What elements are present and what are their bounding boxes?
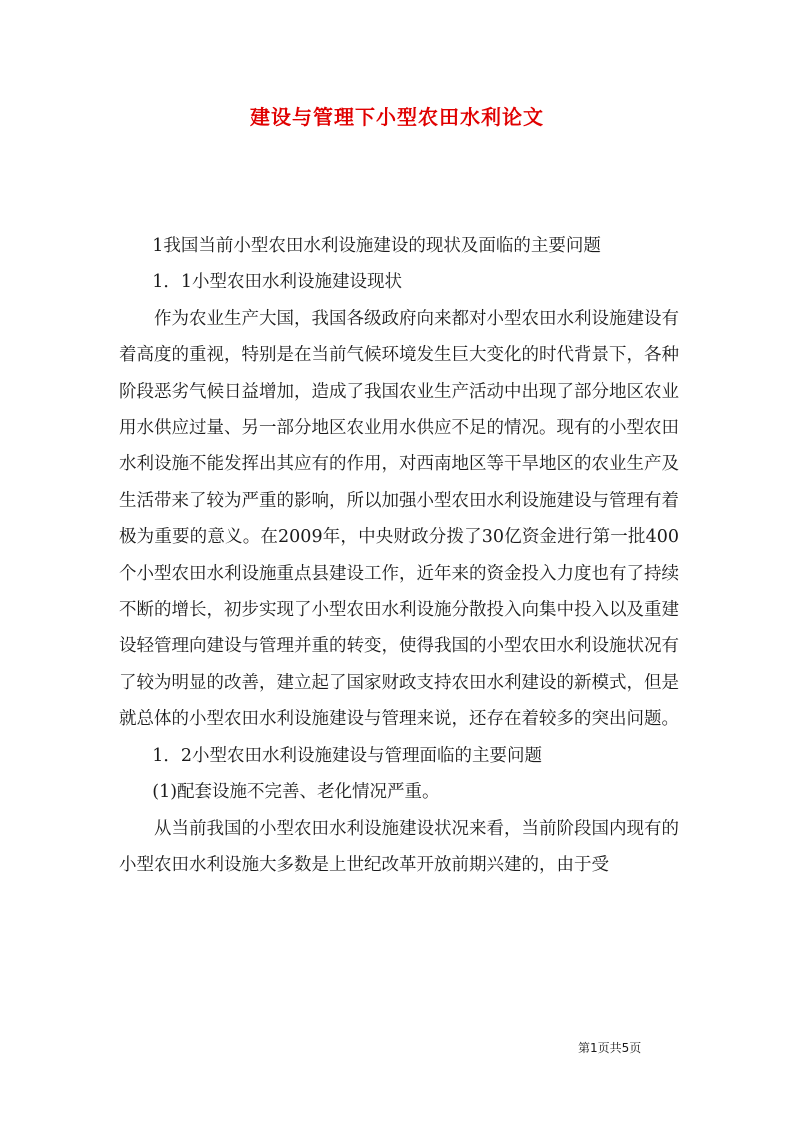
- list-item: (1)配套设施不完善、老化情况严重。: [152, 782, 440, 803]
- subsection-heading: 1．1小型农田水利设施建设现状: [152, 272, 403, 293]
- document-title: 建设与管理下小型农田水利论文: [250, 105, 544, 129]
- subsection-heading: 1．2小型农田水利设施建设与管理面临的主要问题: [152, 745, 543, 766]
- section-heading: 1我国当前小型农田水利设施建设的现状及面临的主要问题: [152, 236, 601, 256]
- body-paragraph: 从当前我国的小型农田水利设施建设状况来看，当前阶段国内现有的小型农田水利设施大多数是上世纪改革开放前期兴建的，由于受: [119, 818, 679, 875]
- page-number: 第1页共5页: [578, 1041, 642, 1055]
- document-body: [119, 228, 679, 883]
- body-paragraph: 作为农业生产大国，我国各级政府向来都对小型农田水利设施建设有着高度的重视，特别是在当前气候环境发生巨大变化的时代背景下，各种阶段恶劣气候日益增加，造成了我国农业生产活动中出现了部分地区农业用水供应过量、另一部分地区农业用水供应不足的情况。现有的小型农田水利设施不能发挥出其应有的作用，对西南地区等干旱地区的农业生产及生活带来了较为严重的影响，所以加强小型农田水利设施建设与管理有着极为重要的意义。在2009年，中央财政分拨了30亿资金进行第一批400个小型农田水利设施重点县建设工作，近年来的资金投入力度也有了持续不断的增长，初步实现了小型农田水利设施分散投入向集中投入以及重建设轻管理向建设与管理并重的转变，使得我国的小型农田水利设施状况有了较为明显的改善，建立起了国家财政支持农田水利建设的新模式，但是就总体的小型农田水利设施建设与管理来说，还存在着较多的突出问题。: [119, 308, 679, 730]
